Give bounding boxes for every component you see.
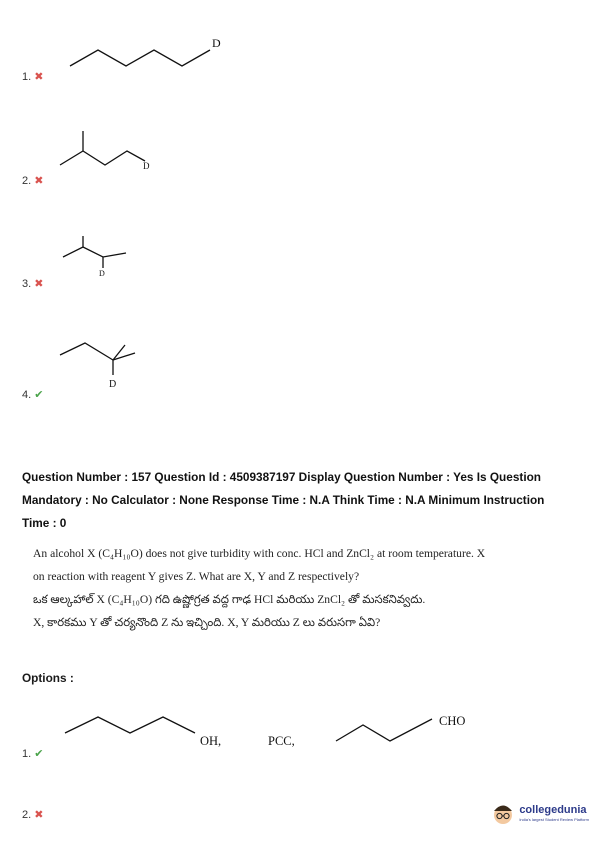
meta-line-3: Time : 0 (22, 516, 67, 530)
check-icon: ✔ (34, 748, 44, 760)
wrong-icon: ✖ (34, 278, 44, 290)
structure-option-1 (60, 30, 240, 75)
question-english-line-2: on reaction with reagent Y gives Z. What are X, Y and Z respectively? (33, 570, 360, 583)
options-heading: Options : (22, 671, 74, 685)
structure-option-4 (55, 335, 155, 395)
structure-option-2 (55, 125, 165, 175)
question-text (33, 542, 573, 634)
deuterium-label: D (109, 379, 117, 390)
question-telugu-line-2: X, కారకము Y తో చర్యనొంది Z ను ఇచ్చింది. X, Y మరియు Z లు వరుసగా ఏవి? (33, 616, 381, 629)
option-4-label: 4. ✔ (22, 389, 44, 401)
product-z-label: CHO (439, 714, 466, 728)
meta-line-1: Question Number : 157 Question Id : 4509387197 Display Question Number : Yes Is Question (22, 470, 542, 484)
wrong-icon: ✖ (34, 71, 44, 83)
answer-option-2-label: 2. ✖ (22, 809, 44, 821)
meta-line-2: Mandatory : No Calculator : None Response Time : N.A Think Time : N.A Minimum Instruction (22, 493, 545, 507)
structure-option-3 (58, 233, 138, 278)
question-meta (22, 466, 582, 535)
question-english-line-1: An alcohol X (C₄H₁₀O) does not give turbidity with conc. HCl and ZnCl₂ at room temperature. X (33, 547, 486, 560)
mascot-icon (490, 800, 516, 826)
reagent-y-label: PCC, (268, 734, 295, 748)
deuterium-label: D (143, 161, 150, 171)
option-3-label: 3. ✖ (22, 278, 44, 290)
deuterium-label: D (99, 269, 105, 278)
logo-tagline: India's largest Student Review Platform (519, 817, 589, 822)
wrong-icon: ✖ (34, 175, 44, 187)
wrong-icon: ✖ (34, 809, 44, 821)
question-telugu-line-1: ఒక ఆల్కహాల్ X (C₄H₁₀O) గది ఉష్ణోగ్రత వద్ద గాఢ HCl మరియు ZnCl₂ తో మసకనివ్వదు. (33, 593, 426, 606)
option-2-label: 2. ✖ (22, 175, 44, 187)
check-icon: ✔ (34, 389, 44, 401)
option-1-label: 1. ✖ (22, 71, 44, 83)
answer-option-1-label: 1. ✔ (22, 748, 44, 760)
deuterium-label: D (212, 36, 221, 50)
alcohol-x-label: OH, (200, 734, 222, 748)
logo-name: collegedunia (519, 804, 587, 816)
collegedunia-logo (490, 800, 589, 826)
answer-option-1-structures (60, 705, 500, 753)
